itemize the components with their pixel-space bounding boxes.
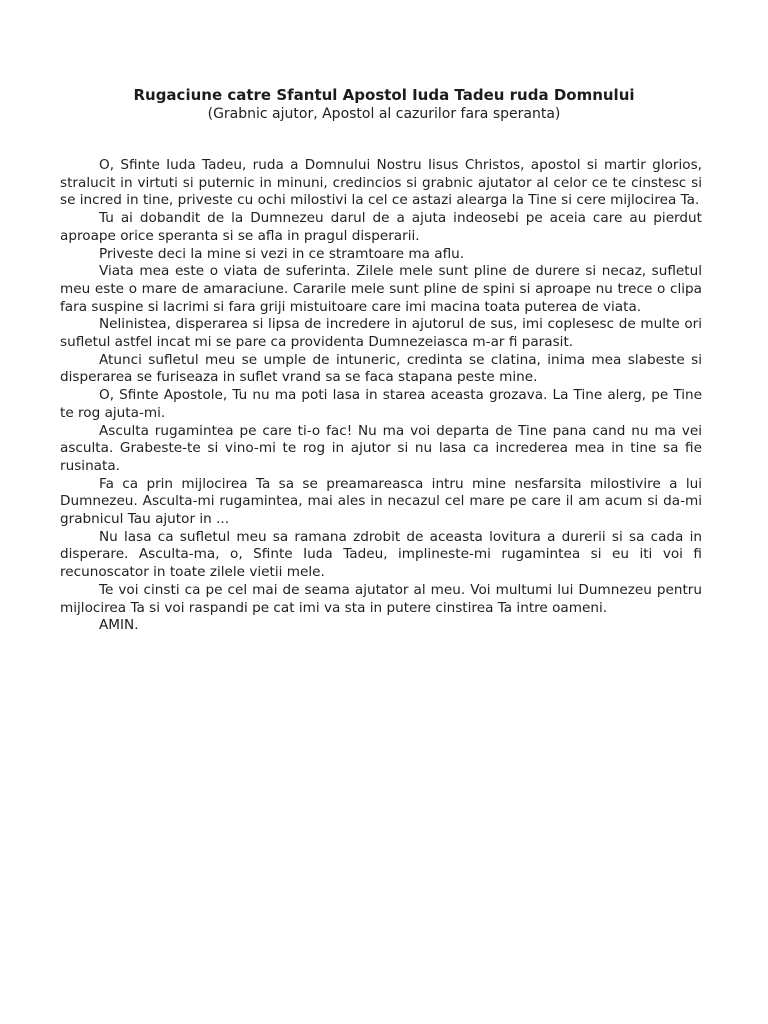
paragraph: Tu ai dobandit de la Dumnezeu darul de a ajuta indeosebi pe aceia care au pierdut aproape orice speranta si se afla in pragul disperarii.	[60, 210, 702, 244]
document-body	[60, 157, 702, 635]
paragraph: O, Sfinte Apostole, Tu nu ma poti lasa in starea aceasta grozava. La Tine alerg, pe Tine te rog ajuta-mi.	[60, 387, 702, 421]
paragraph: Asculta rugamintea pe care ti-o fac! Nu ma voi departa de Tine pana cand nu ma vei asculta. Grabeste-te si vino-mi te rog in ajutor si nu lasa ca increderea mea in tine sa fie rusinata.	[60, 422, 702, 474]
paragraph: Te voi cinsti ca pe cel mai de seama ajutator al meu. Voi multumi lui Dumnezeu pentru mijlocirea Ta si voi raspandi pe cat imi va sta in putere cinstirea Ta intre oameni.	[60, 581, 702, 616]
document-subtitle: (Grabnic ajutor, Apostol al cazurilor fara speranta)	[207, 106, 561, 122]
paragraph: Priveste deci la mine si vezi in ce stramtoare ma aflu.	[99, 245, 465, 262]
paragraph: O, Sfinte Iuda Tadeu, ruda a Domnului Nostru Iisus Christos, apostol si martir glorios, stralucit in virtuti si puternic in minuni, credincios si grabnic ajutator al celor ce te cinstesc si se incred in tine, priveste cu ochi milostivi la cel ce astazi alearga la Tine si cere mijlocirea Ta.	[60, 157, 702, 209]
paragraph: Nu lasa ca sufletul meu sa ramana zdrobit de aceasta lovitura a durerii si sa cada in disperare. Asculta-ma, o, Sfinte Iuda Tadeu, implineste-mi rugamintea si eu iti voi fi recunoscator in toate zilele vietii mele.	[60, 528, 702, 581]
paragraph: Atunci sufletul meu se umple de intuneric, credinta se clatina, inima mea slabeste si disperarea se furiseaza in suflet vrand sa se faca stapana peste mine.	[60, 351, 702, 386]
paragraph: AMIN.	[99, 617, 139, 634]
document-title: Rugaciune catre Sfantul Apostol Iuda Tadeu ruda Domnului	[133, 86, 635, 104]
paragraph: Viata mea este o viata de suferinta. Zilele mele sunt pline de durere si necaz, sufletul meu este o mare de amaraciune. Cararile mele sunt pline de spini si aproape nu trece o clipa fara suspine si lacrimi si fara griji mistuitoare care imi macina toata puterea de viata.	[60, 263, 702, 315]
paragraph: Fa ca prin mijlocirea Ta sa se preamareasca intru mine nesfarsita milostivire a lui Dumnezeu. Asculta-mi rugamintea, mai ales in necazul cel mare pe care il am acum si da-mi grabnicul Tau ajutor in ...	[60, 475, 702, 528]
paragraph: Nelinistea, disperarea si lipsa de incredere in ajutorul de sus, imi coplesesc de multe ori sufletul astfel incat mi se pare ca providenta Dumnezeiasca m-ar fi parasit.	[60, 316, 702, 351]
